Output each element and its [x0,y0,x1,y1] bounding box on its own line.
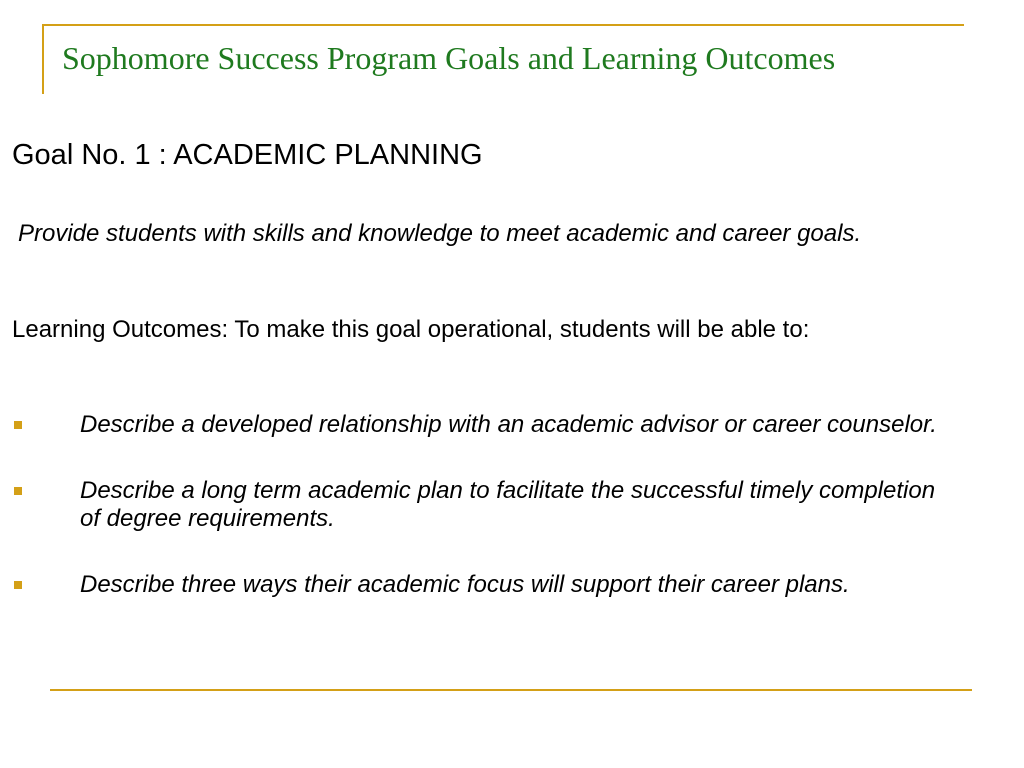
goal-description: Provide students with skills and knowledge to meet academic and career goals. [18,220,862,247]
list-item [12,477,960,533]
title-accent-horizontal-line [42,24,964,26]
outcome-text: Describe a developed relationship with an academic advisor or career counselor. [80,411,937,438]
outcome-text: Describe three ways their academic focus will support their career plans. [80,571,850,598]
slide-title: Sophomore Success Program Goals and Learning Outcomes [62,40,836,76]
goal-heading: Goal No. 1 : ACADEMIC PLANNING [12,139,483,171]
learning-outcomes-intro: Learning Outcomes: To make this goal operational, students will be able to: [12,316,810,343]
square-bullet-icon [14,581,22,589]
outcome-text: Describe a long term academic plan to facilitate the successful timely completion of degree requirements. [80,477,936,532]
footer-accent-line [50,689,972,691]
learning-outcomes-list [12,411,972,637]
square-bullet-icon [14,487,22,495]
title-accent-vertical-line [42,24,44,94]
list-item [12,571,960,599]
list-item [12,411,960,439]
square-bullet-icon [14,421,22,429]
